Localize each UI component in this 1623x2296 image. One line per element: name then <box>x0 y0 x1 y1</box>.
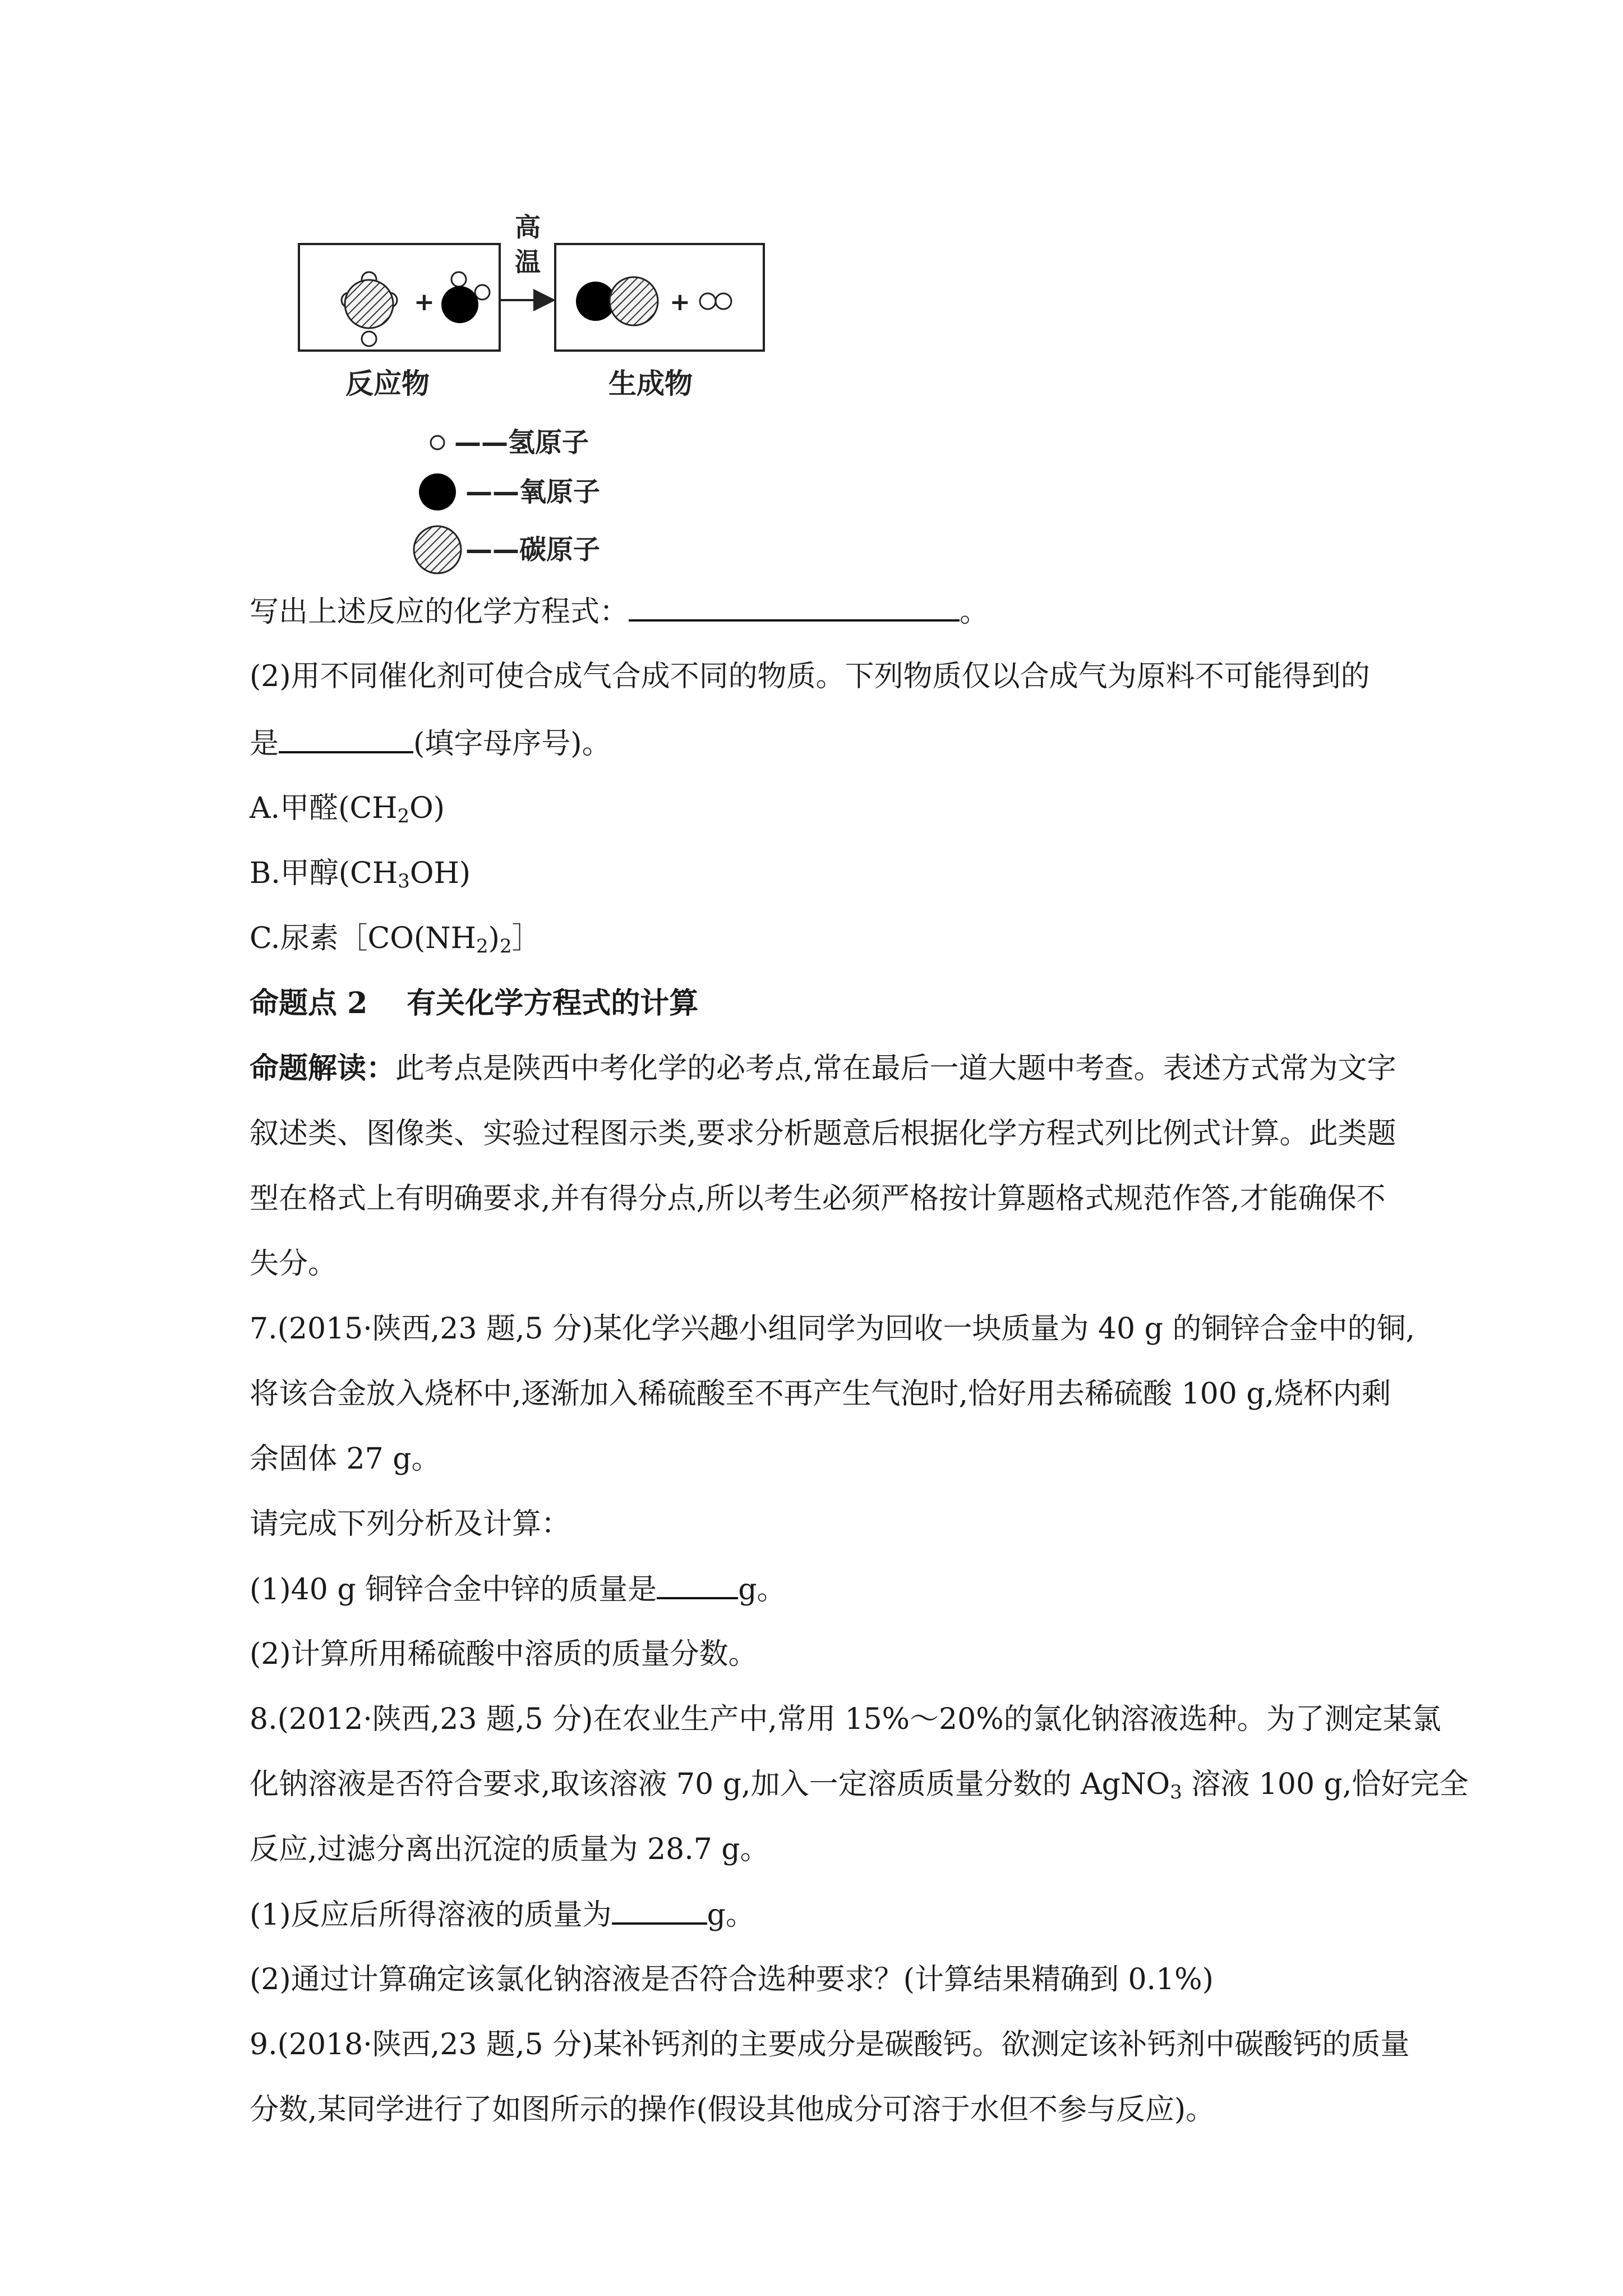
oxygen-atom-icon <box>419 473 456 510</box>
products-label: 生成物 <box>608 367 693 400</box>
q8-part1: (1)反应后所得溶液的质量为 g。 <box>250 1894 1399 1935</box>
hydrogen-molecule <box>700 293 731 309</box>
water-molecule <box>441 272 490 323</box>
carbon-monoxide-molecule <box>576 277 658 325</box>
q8-text: 反应,过滤分离出沉淀的质量为 28.7 g。 <box>250 1833 769 1866</box>
answer-blank[interactable] <box>629 591 960 622</box>
q8-text: 化钠溶液是否符合要求,取该溶液 70 g,加入一定溶质质量分数的 AgNO$_3$ 溶液 100 g,恰好完全 <box>250 1768 1469 1803</box>
methane-molecule <box>342 272 397 346</box>
legend-carbon: ——碳原子 <box>465 534 601 565</box>
reactants-label: 反应物 <box>345 367 430 400</box>
answer-blank[interactable] <box>612 1894 707 1925</box>
equation-prompt: 写出上述反应的化学方程式： 。 <box>250 591 1399 632</box>
section-heading: 命题点 2 有关化学方程式的计算 <box>250 986 699 1020</box>
q7-text: 余固体 27 g。 <box>250 1442 441 1476</box>
reaction-diagram <box>297 212 768 575</box>
section-intro-line: 叙述类、图像类、实验过程图示类,要求分析题意后根据化学方程式列比例式计算。此类题 <box>250 1117 1396 1151</box>
condition-temperature: 温 <box>515 247 541 277</box>
reaction-diagram-svg <box>297 212 768 575</box>
q7-instruction: 请完成下列分析及计算： <box>250 1507 571 1541</box>
option-b: B.甲醇$(CH_3OH)$ <box>250 857 471 892</box>
carbon-atom-icon <box>414 526 461 573</box>
q8-text: 8.(2012·陕西,23 题,5 分)在农业生产中,常用 15%～20%的氯化钠溶液选种。为了测定某氯 <box>250 1703 1441 1736</box>
legend-hydrogen: ——氢原子 <box>454 427 589 458</box>
q8-part2: (2)通过计算确定该氯化钠溶液是否符合选种要求？(计算结果精确到 0.1%) <box>250 1963 1214 1996</box>
answer-blank[interactable] <box>279 723 413 753</box>
q7-part2: (2)计算所用稀硫酸中溶质的质量分数。 <box>250 1637 758 1671</box>
option-c: C.尿素$[CO(NH_2)_2]$ <box>250 922 541 958</box>
answer-blank[interactable] <box>657 1569 738 1599</box>
hydrogen-atom-icon <box>431 436 444 449</box>
q7-text: 7.(2015·陕西,23 题,5 分)某化学兴趣小组同学为回收一块质量为 40 g 的铜锌合金中的铜, <box>250 1312 1415 1346</box>
q2-text: (2)用不同催化剂可使合成气合成不同的物质。下列物质仅以合成气为原料不可能得到的 <box>250 660 1370 693</box>
q9-text: 分数,某同学进行了如图所示的操作(假设其他成分可溶于水但不参与反应)。 <box>250 2093 1215 2127</box>
plus-sign: + <box>414 288 435 316</box>
section-intro: 命题解读：此考点是陕西中考化学的必考点,常在最后一道大题中考查。表述方式常为文字 <box>250 1051 1396 1085</box>
option-a: A.甲醛$(CH_2O)$ <box>250 792 445 827</box>
condition-high: 高 <box>515 212 541 242</box>
legend-oxygen: ——氧原子 <box>465 476 601 508</box>
q2-text-cont: 是 (填字母序号)。 <box>250 723 1399 764</box>
q7-part1: (1)40 g 铜锌合金中锌的质量是 g。 <box>250 1569 1399 1610</box>
plus-sign: + <box>670 288 690 316</box>
section-intro-line: 型在格式上有明确要求,并有得分点,所以考生必须严格按计算题格式规范作答,才能确保不 <box>250 1182 1386 1216</box>
q7-text: 将该合金放入烧杯中,逐渐加入稀硫酸至不再产生气泡时,恰好用去稀硫酸 100 g,烧杯内剩 <box>250 1377 1391 1411</box>
section-intro-line: 失分。 <box>250 1247 338 1281</box>
q9-text: 9.(2018·陕西,23 题,5 分)某补钙剂的主要成分是碳酸钙。欲测定该补钙剂中碳酸钙的质量 <box>250 2028 1410 2062</box>
